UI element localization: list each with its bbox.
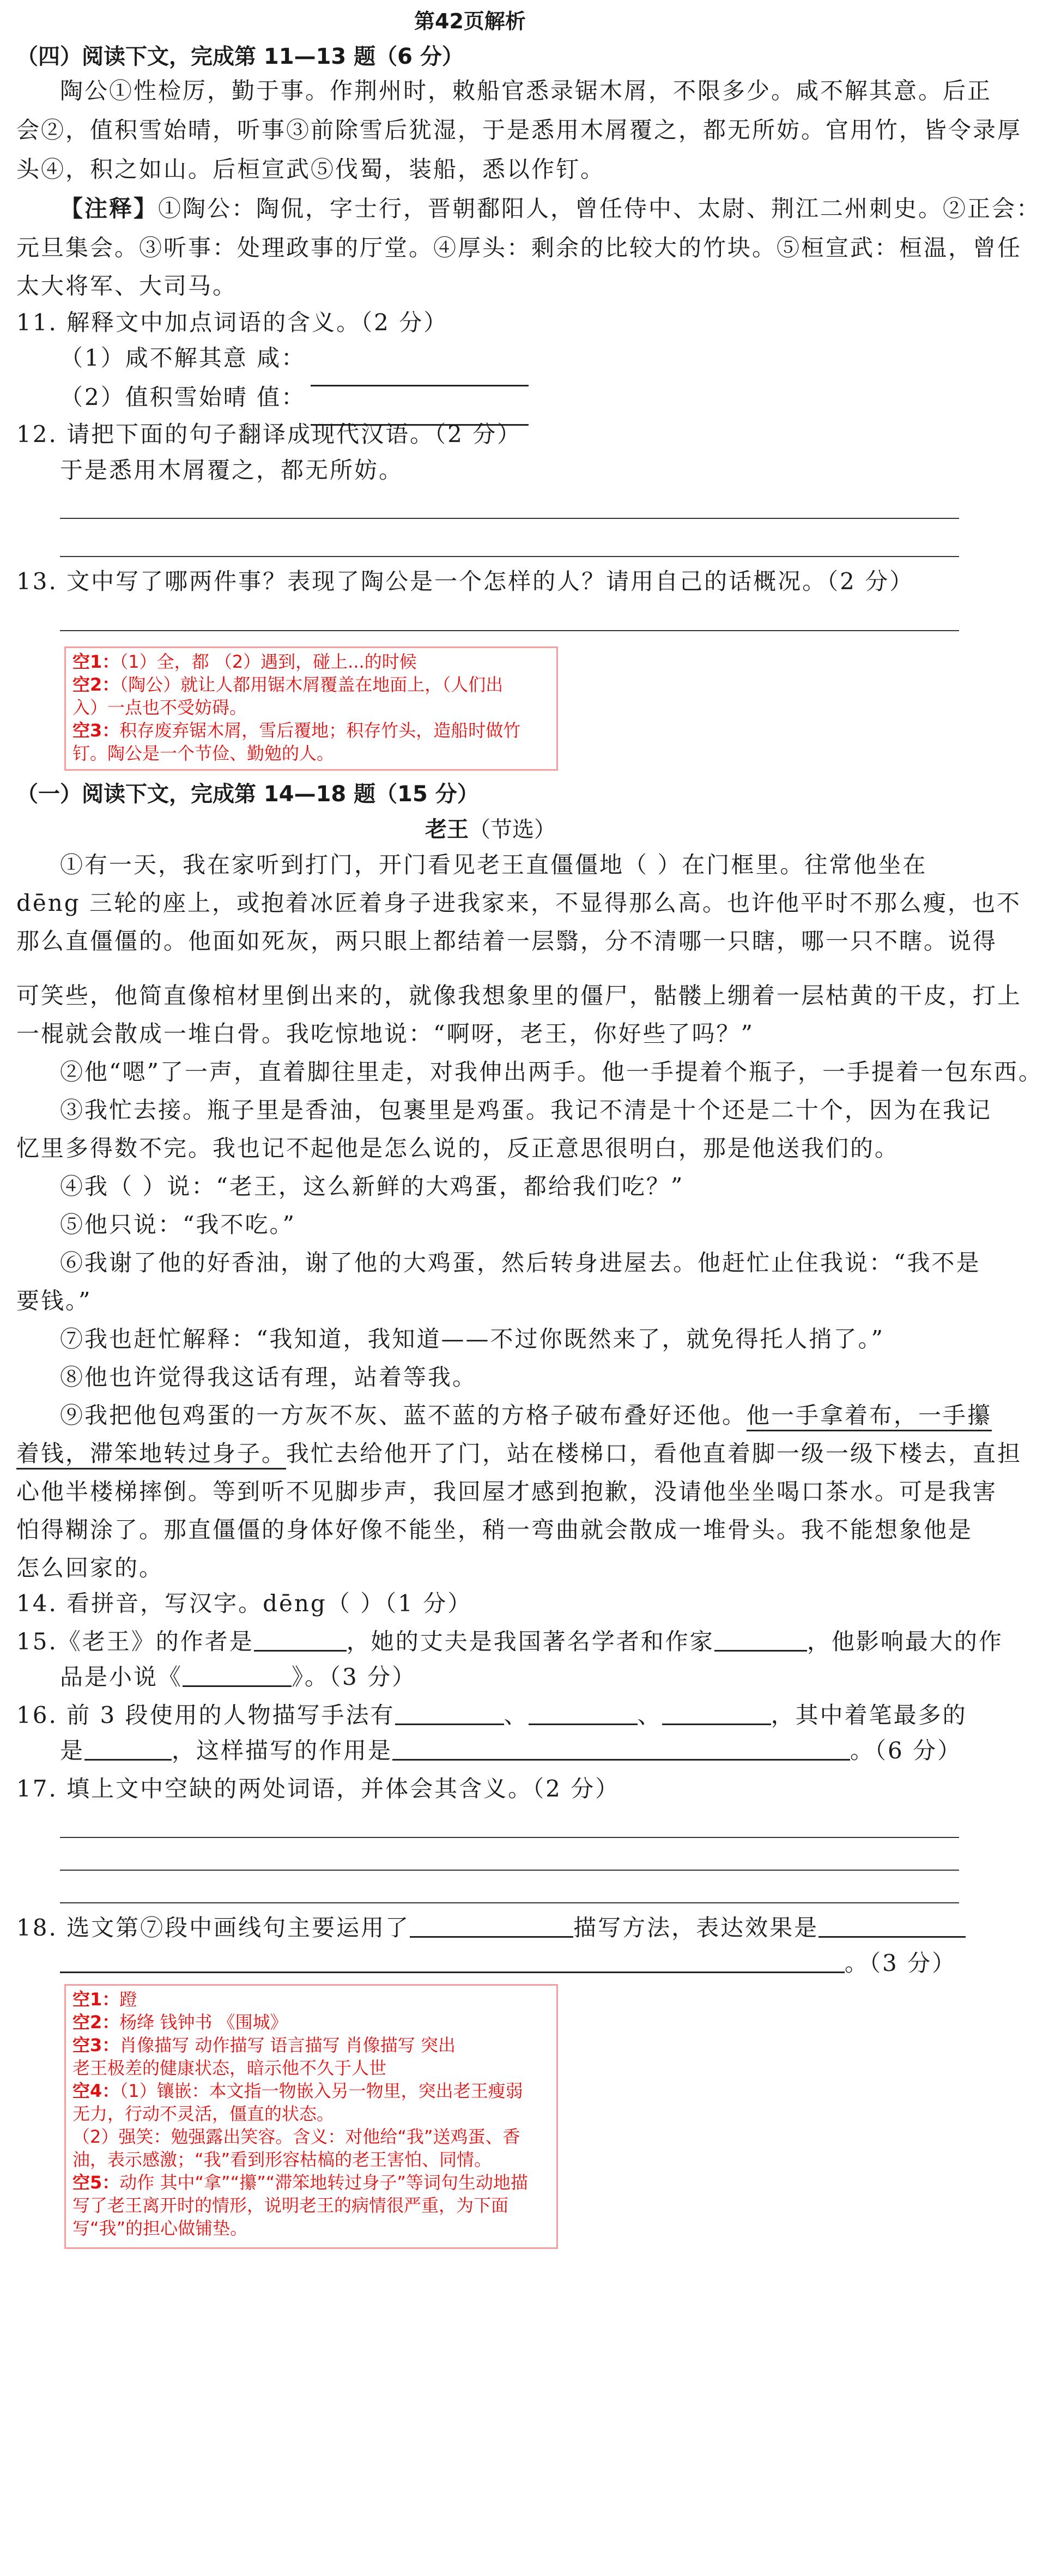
answer-line[interactable] — [60, 556, 959, 557]
answer-blank[interactable] — [311, 363, 529, 386]
answer-line: 钉。陶公是一个节俭、勤勉的人。 — [72, 743, 335, 764]
notes-label: 【注释】 — [60, 195, 159, 222]
question-12: 12. 请把下面的句子翻译成现代汉语。（2 分） — [16, 421, 522, 448]
paragraph-line: ⑨我把他包鸡蛋的一方灰不灰、蓝不蓝的方格子破布叠好还他。他一手拿着布，一手攥 — [60, 1401, 992, 1430]
paragraph-line: 要钱。” — [16, 1287, 92, 1314]
answer-line: 空2：（陶公）就让人都用锯木屑覆盖在地面上，（人们出 — [72, 674, 504, 695]
paragraph-line: 心他半楼梯摔倒。等到听不见脚步声，我回屋才感到抱歉，没请他坐坐喝口茶水。可是我害 — [16, 1478, 998, 1505]
underlined-sentence: 他一手拿着布，一手攥 — [747, 1402, 992, 1431]
paragraph-line: ③我忙去接。瓶子里是香油，包裹里是鸡蛋。我记不清是十个还是二十个，因为在我记 — [60, 1097, 992, 1123]
answer-line[interactable] — [60, 1902, 959, 1903]
question-18-cont: 。（3 分） — [60, 1949, 956, 1978]
answer-line: 空4：（1）镶嵌：本文指一物嵌入另一物里，突出老王瘦弱 — [72, 2081, 523, 2101]
question-15: 15.《老王》的作者是 ，她的丈夫是我国著名学者和作家 ，他影响最大的作 — [16, 1628, 1003, 1655]
question-12-sentence: 于是悉用木屑覆之，都无所妨。 — [60, 457, 404, 483]
answer-line: 写了老王离开时的情形，说明老王的病情很严重，为下面 — [72, 2195, 509, 2216]
article-title: 老王（节选） — [425, 817, 556, 842]
question-14: 14. 看拼音，写汉字。dēng（ ）（1 分） — [16, 1590, 472, 1617]
page-header: 第42页解析 — [414, 9, 526, 33]
answer-line: 空2：杨绛 钱钟书 《围城》 — [72, 2012, 288, 2033]
notes — [60, 194, 1041, 223]
question-16: 16. 前 3 段使用的人物描写手法有 、 、 ，其中着笔最多的 — [16, 1702, 967, 1728]
answer-line: 入）一点也不受妨碍。 — [72, 697, 247, 718]
answer-line: 写“我”的担心做铺垫。 — [72, 2218, 248, 2239]
paragraph-line: ⑤他只说：“我不吃。” — [60, 1211, 296, 1238]
paragraph-line: ⑥我谢了他的好香油，谢了他的大鸡蛋，然后转身进屋去。他赶忙止住我说：“我不是 — [60, 1249, 981, 1276]
paragraph-line: 可笑些，他简直像棺材里倒出来的，就像我想象里的僵尸，骷髅上绷着一层枯黄的干皮，打上 — [16, 982, 1022, 1009]
question-13: 13. 文中写了哪两件事？表现了陶公是一个怎样的人？请用自己的话概况。（2 分） — [16, 568, 914, 595]
question-11: 11. 解释文中加点词语的含义。（2 分） — [16, 309, 448, 336]
answer-line[interactable] — [60, 630, 959, 631]
section1-title: （四）阅读下文，完成第 11—13 题（6 分） — [16, 44, 464, 69]
question-15-cont: 品是小说《 》。（3 分） — [60, 1664, 417, 1690]
question-11a: （1）咸不解其意 咸： — [60, 344, 306, 371]
answer-line[interactable] — [60, 518, 959, 519]
answer-box — [64, 646, 558, 771]
paragraph-line: 那么直僵僵的。他面如死灰，两只眼上都结着一层翳，分不清哪一只瞎，哪一只不瞎。说得 — [16, 928, 998, 954]
question-18: 18. 选文第⑦段中画线句主要运用了 描写方法，表达效果是 — [16, 1913, 966, 1943]
answer-line: 空5：动作 其中“拿”“攥”“滞笨地转过身子”等词句生动地描 — [72, 2172, 528, 2193]
answer-line: 空1：（1）全，都 （2）遇到，碰上...的时候 — [72, 651, 417, 672]
paragraph-line: ②他“嗯”了一声，直着脚往里走，对我伸出两手。他一手提着个瓶子，一手提着一包东西。 — [60, 1059, 1043, 1085]
paragraph-line: ①有一天，我在家听到打门，开门看见老王直僵僵地（ ）在门框里。往常他坐在 — [60, 851, 927, 878]
paragraph-line: 着钱，滞笨地转过身子。我忙去给他开了门，站在楼梯口，看他直着脚一级一级下楼去，直担 — [16, 1439, 1022, 1468]
paragraph-line: 忆里多得数不完。我也记不起他是怎么说的，反正意思很明白，那是他送我们的。 — [16, 1135, 900, 1162]
notes-line: 元旦集会。③听事：处理政事的厅堂。④厚头：剩余的比较大的竹块。⑤桓宣武：桓温，曾任 — [16, 234, 1022, 261]
answer-line[interactable] — [60, 1837, 959, 1838]
answer-line: 空3：肖像描写 动作描写 语言描写 肖像描写 突出 — [72, 2035, 456, 2055]
answer-line: 空3：积存废弃锯木屑，雪后覆地；积存竹头，造船时做竹 — [72, 720, 521, 741]
passage-line: 头④，积之如山。后桓宣武⑤伐蜀，装船，悉以作钉。 — [16, 156, 605, 183]
paragraph-line: ⑧他也许觉得我这话有理，站着等我。 — [60, 1364, 477, 1390]
paragraph-line: 怎么回家的。 — [16, 1555, 164, 1581]
notes-line: ①陶公：陶侃，字士行，晋朝鄱阳人，曾任侍中、太尉、荆江二州刺史。②正会： — [158, 195, 1041, 222]
passage-line: 会②，值积雪始晴，听事③前除雪后犹湿，于是悉用木屑覆之，都无所妨。官用竹，皆令录厚 — [16, 117, 1022, 143]
answer-line: 空1：蹬 — [72, 1989, 137, 2010]
answer-line: 无力，行动不灵活，僵直的状态。 — [72, 2103, 335, 2124]
question-17: 17. 填上文中空缺的两处词语，并体会其含义。（2 分） — [16, 1775, 620, 1802]
paragraph-line: dēng 三轮的座上，或抱着冰匠着身子进我家来，不显得那么高。也许他平时不那么瘦，也不 — [16, 890, 1022, 916]
paragraph-line: 怕得糊涂了。那直僵僵的身体好像不能坐，稍一弯曲就会散成一堆骨头。我不能想象他是 — [16, 1516, 973, 1543]
answer-box — [64, 1984, 558, 2249]
question-11b: （2）值积雪始晴 值： — [60, 384, 306, 410]
section2-title: （一）阅读下文，完成第 14—18 题（15 分） — [16, 782, 479, 807]
paragraph-line: ④我（ ）说：“老王，这么新鲜的大鸡蛋，都给我们吃？” — [60, 1173, 684, 1200]
underlined-sentence: 着钱，滞笨地转过身子。 — [16, 1440, 286, 1470]
answer-line[interactable] — [60, 1870, 959, 1871]
question-16-cont: 是 ，这样描写的作用是 。（6 分） — [60, 1737, 962, 1764]
paragraph-line: ⑦我也赶忙解释：“我知道，我知道——不过你既然来了，就免得托人捎了。” — [60, 1326, 884, 1352]
passage-line: 陶公①性检厉，勤于事。作荆州时，敕船官悉录锯木屑，不限多少。咸不解其意。后正 — [60, 77, 992, 104]
answer-line: 油，表示感激；“我”看到形容枯槁的老王害怕、同情。 — [72, 2149, 492, 2170]
answer-line: 老王极差的健康状态，暗示他不久于人世 — [72, 2058, 387, 2078]
answer-line: （2）强笑：勉强露出笑容。含义：对他给“我”送鸡蛋、香 — [72, 2126, 520, 2147]
paragraph-line: 一棍就会散成一堆白骨。我吃惊地说：“啊呀，老王，你好些了吗？” — [16, 1020, 754, 1047]
notes-line: 太大将军、大司马。 — [16, 273, 238, 299]
